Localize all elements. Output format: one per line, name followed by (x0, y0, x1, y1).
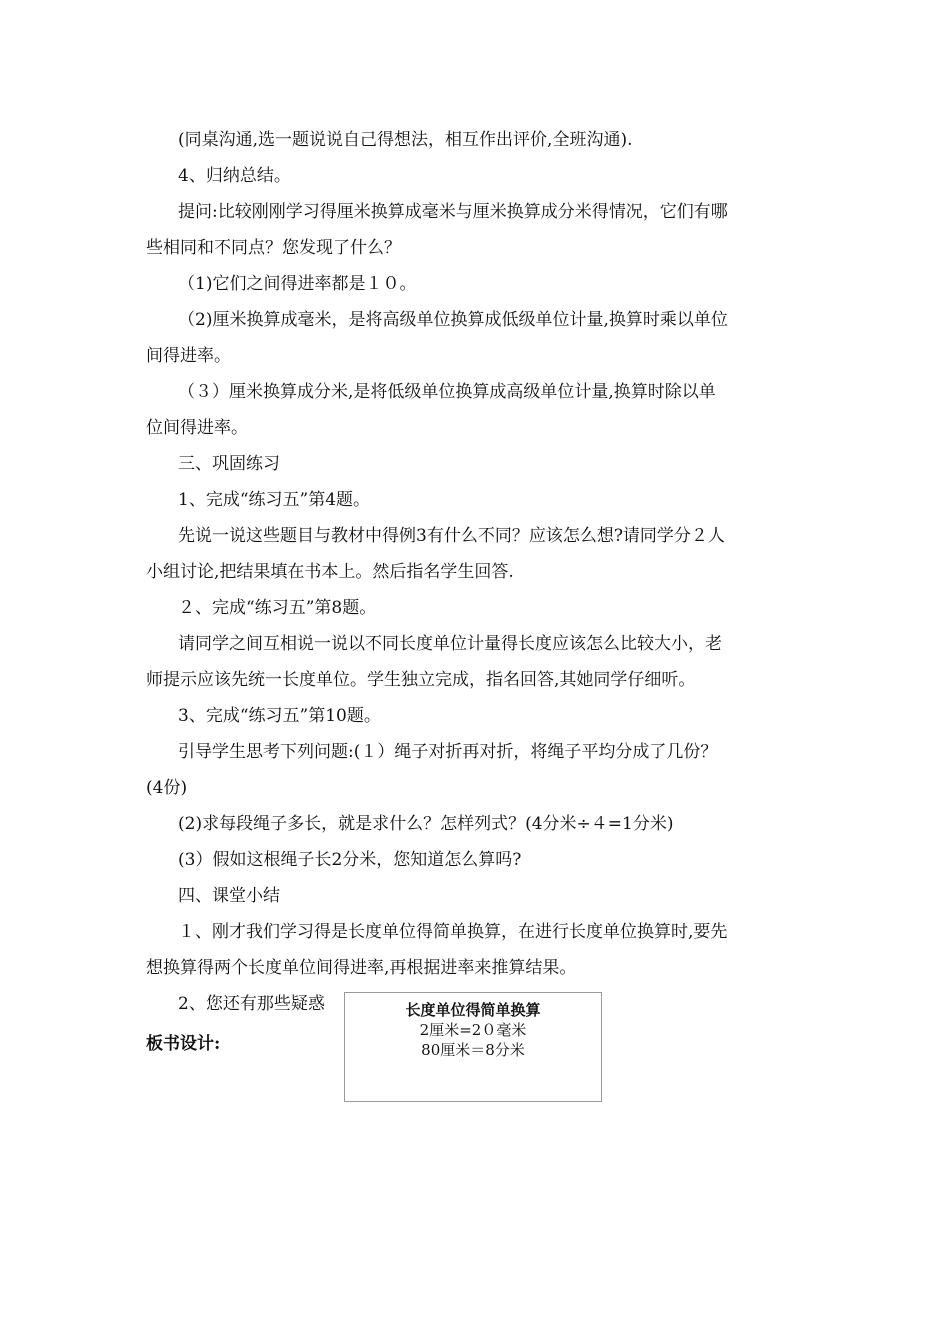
paragraph-line: １、刚才我们学习得是长度单位得简单换算，在进行长度单位换算时,要先 (178, 922, 728, 942)
paragraph-line: 请同学之间互相说一说以不同长度单位计量得长度应该怎么比较大小，老 (178, 634, 722, 654)
paragraph-line: 引导学生思考下列问题:(１）绳子对折再对折，将绳子平均分成了几份？ (178, 742, 718, 762)
paragraph-line: (2)求每段绳子多长，就是求什么？怎样列式？(4分米÷４=1分米) (178, 814, 674, 834)
paragraph-line: 2、您还有那些疑惑 (178, 994, 325, 1014)
paragraph-line: 想换算得两个长度单位间得进率,再根据进率来推算结果。 (146, 958, 577, 978)
paragraph-line: （2)厘米换算成毫米，是将高级单位换算成低级单位计量,换算时乘以单位 (178, 310, 728, 330)
paragraph-line: ２、完成“练习五”第8题。 (178, 598, 377, 618)
paragraph-line: 小组讨论,把结果填在书本上。然后指名学生回答. (146, 562, 514, 582)
board-row: 2厘米=2０毫米 (419, 1021, 527, 1039)
board-title: 长度单位得简单换算 (405, 1001, 541, 1019)
paragraph-line: 1、完成“练习五”第4题。 (178, 490, 371, 510)
paragraph-line: 先说一说这些题目与教材中得例3有什么不同？应该怎么想?请同学分２人 (178, 526, 725, 546)
paragraph-line: (3）假如这根绳子长2分米，您知道怎么算吗? (178, 850, 522, 870)
paragraph-line: (同桌沟通,选一题说说自己得想法，相互作出评价,全班沟通). (178, 130, 633, 150)
paragraph-line: 位间得进率。 (146, 418, 248, 438)
section-heading: 三、巩固练习 (178, 454, 280, 474)
board-design-label: 板书设计: (146, 1034, 221, 1054)
paragraph-line: 师提示应该先统一长度单位。学生独立完成，指名回答,其她同学仔细听。 (146, 670, 696, 690)
board-design-box (344, 992, 602, 1102)
paragraph-line: 间得进率。 (146, 346, 231, 366)
paragraph-line: 些相同和不同点？您发现了什么？ (146, 238, 401, 258)
paragraph-line: （３）厘米换算成分米,是将低级单位换算成高级单位计量,换算时除以单 (178, 382, 716, 402)
paragraph-line: (4份) (146, 778, 188, 798)
paragraph-line: （1)它们之间得进率都是１０。 (178, 274, 417, 294)
paragraph-line: 4、归纳总结。 (178, 166, 291, 186)
paragraph-line: 3、完成“练习五”第10题。 (178, 706, 381, 726)
paragraph-line: 提问:比较刚刚学习得厘米换算成毫米与厘米换算成分米得情况，它们有哪 (178, 202, 728, 222)
section-heading: 四、课堂小结 (178, 886, 280, 906)
board-row: 80厘米＝8分米 (421, 1041, 525, 1059)
